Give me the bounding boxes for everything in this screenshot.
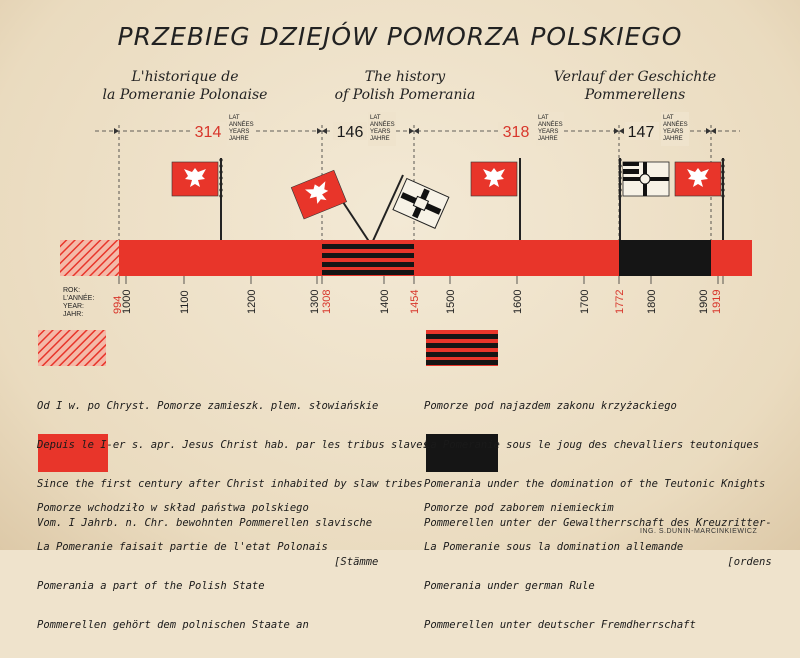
legend-teutonic-line-2: La Pomeranie sous le joug des chevalliers teutoniques — [424, 439, 760, 451]
tick-label-1000: 1000 — [121, 289, 133, 314]
year-label — [63, 287, 94, 318]
polish-flag-2 — [291, 170, 346, 219]
legend-german-line-1: Pomorze pod zaborem niemieckim — [424, 502, 614, 514]
span-146-unit-3: YEARS — [370, 129, 391, 135]
legend-slavic-line-5: [Stämme — [37, 556, 379, 568]
legend-teutonic-line-3: Pomerania under the domination of the Teutonic Knights — [424, 478, 766, 490]
legend-german-line-3: Pomerania under german Rule — [424, 580, 595, 592]
span-318 — [498, 112, 564, 146]
tick-label-1900: 1900 — [698, 289, 710, 314]
legend-teutonic-line-4: Pommerellen unter der Gewaltherrschaft des Kreuzritter- — [424, 517, 772, 529]
span-146-unit-4: JAHRE — [370, 136, 390, 142]
tick-label-1500: 1500 — [445, 289, 457, 314]
legend-slavic-line-4: Vom. I Jahrb. n. Chr. bewohnten Pommerellen slavische — [37, 517, 373, 529]
polish-flag-4 — [675, 162, 721, 196]
subtitle-german-line-2: Pommerellens — [584, 87, 686, 103]
tick-label-1600: 1600 — [512, 289, 524, 314]
span-318-unit-1: LAT — [538, 115, 549, 121]
tick-label-1700: 1700 — [579, 289, 591, 314]
span-147-unit-2: ANNÉES — [663, 122, 688, 128]
span-146 — [333, 112, 396, 146]
bar-segment-slavic — [60, 240, 119, 276]
subtitle-german-line-1: Verlauf der Geschichte — [553, 69, 717, 85]
german-imperial-flag — [623, 162, 669, 196]
span-147-unit-1: LAT — [663, 115, 674, 121]
span-318-unit-2: ANNÉES — [538, 122, 563, 128]
legend-slavic-line-3: Since the first century after Christ inhabited by slaw tribes — [37, 478, 423, 490]
year-label-2: L'ANNÉE: — [63, 295, 95, 302]
legend-teutonic-line-5: [ordens — [424, 556, 772, 568]
teutonic-flag — [393, 179, 449, 229]
legend-polish-line-3: Pomerania a part of the Polish State — [37, 580, 265, 592]
bar-segment-german — [619, 240, 711, 276]
author-credit: ING. S.DUNIN-MARCINKIEWICZ — [640, 528, 758, 535]
legend-polish-line-4: Pommerellen gehört dem polnischen Staate an — [37, 619, 309, 631]
legend-polish-line-2: La Pomeranie faisait partie de l'etat Polonais — [37, 541, 328, 553]
tick-label-994: 994 — [112, 295, 124, 314]
main-title: PRZEBIEG DZIEJÓW POMORZA POLSKIEGO — [117, 22, 683, 51]
polish-flag-3 — [471, 162, 517, 196]
tick-label-1300: 1300 — [309, 289, 321, 314]
tick-label-1919: 1919 — [711, 289, 723, 314]
span-146-unit-1: LAT — [370, 115, 381, 121]
year-label-3: YEAR: — [63, 303, 85, 310]
tick-label-1800: 1800 — [646, 289, 658, 314]
legend-polish-line-1: Pomorze wchodziło w skład państwa polskiego — [37, 502, 309, 514]
subtitle-english-line-2: of Polish Pomerania — [334, 87, 476, 103]
polish-flag-1 — [172, 162, 218, 196]
year-label-1: ROK: — [63, 287, 81, 294]
legend-swatch-slavic — [38, 330, 106, 366]
bar-segment-polish-2 — [414, 240, 619, 276]
legend-slavic-line-1: Od I w. po Chryst. Pomorze zamieszk. plem. słowiańskie — [37, 400, 379, 412]
tick-label-1100: 1100 — [179, 290, 191, 314]
span-318-unit-4: JAHRE — [538, 136, 558, 142]
legend-text-german — [424, 476, 696, 658]
tick-label-1454: 1454 — [409, 289, 421, 314]
legend-slavic-line-2: Depuis le I-er s. apr. Jesus Christ hab. par les tribus slaves — [37, 439, 429, 451]
tick-label-1400: 1400 — [379, 289, 391, 314]
span-146-unit-2: ANNÉES — [370, 122, 395, 128]
span-314-value: 314 — [194, 124, 222, 141]
legend-text-polish — [37, 476, 328, 658]
span-146-value: 146 — [336, 124, 364, 141]
span-147-unit-3: YEARS — [663, 129, 684, 135]
span-314-unit-4: JAHRE — [229, 136, 249, 142]
legend-teutonic-line-1: Pomorze pod najazdem zakonu krzyżackiego — [424, 400, 677, 412]
timeline-bar — [60, 240, 752, 276]
legend-german-line-4: Pommerellen unter deutscher Fremdherrschaft — [424, 619, 696, 631]
span-147-value: 147 — [627, 124, 655, 141]
year-label-4: JAHR: — [63, 311, 84, 318]
span-314-unit-2: ANNÉES — [229, 122, 254, 128]
span-314-unit-1: LAT — [229, 115, 240, 121]
span-147-unit-4: JAHRE — [663, 136, 683, 142]
tick-marks — [119, 276, 723, 284]
subtitle-english-line-1: The history — [364, 69, 446, 85]
legend-german-line-2: La Pomeranie sous la domination allemande — [424, 541, 684, 553]
span-318-unit-3: YEARS — [538, 129, 559, 135]
tick-label-1772: 1772 — [614, 289, 626, 314]
tick-label-1308: 1308 — [321, 289, 333, 314]
bar-segment-polish-1 — [119, 240, 322, 276]
bar-segment-polish-3 — [711, 240, 752, 276]
span-318-value: 318 — [502, 124, 530, 141]
subtitle-french-line-1: L'historique de — [131, 69, 239, 85]
span-314-unit-3: YEARS — [229, 129, 250, 135]
subtitle-french-line-2: la Pomeranie Polonaise — [102, 87, 268, 103]
span-314 — [190, 112, 255, 146]
span-147 — [625, 112, 689, 146]
tick-label-1200: 1200 — [246, 289, 258, 314]
